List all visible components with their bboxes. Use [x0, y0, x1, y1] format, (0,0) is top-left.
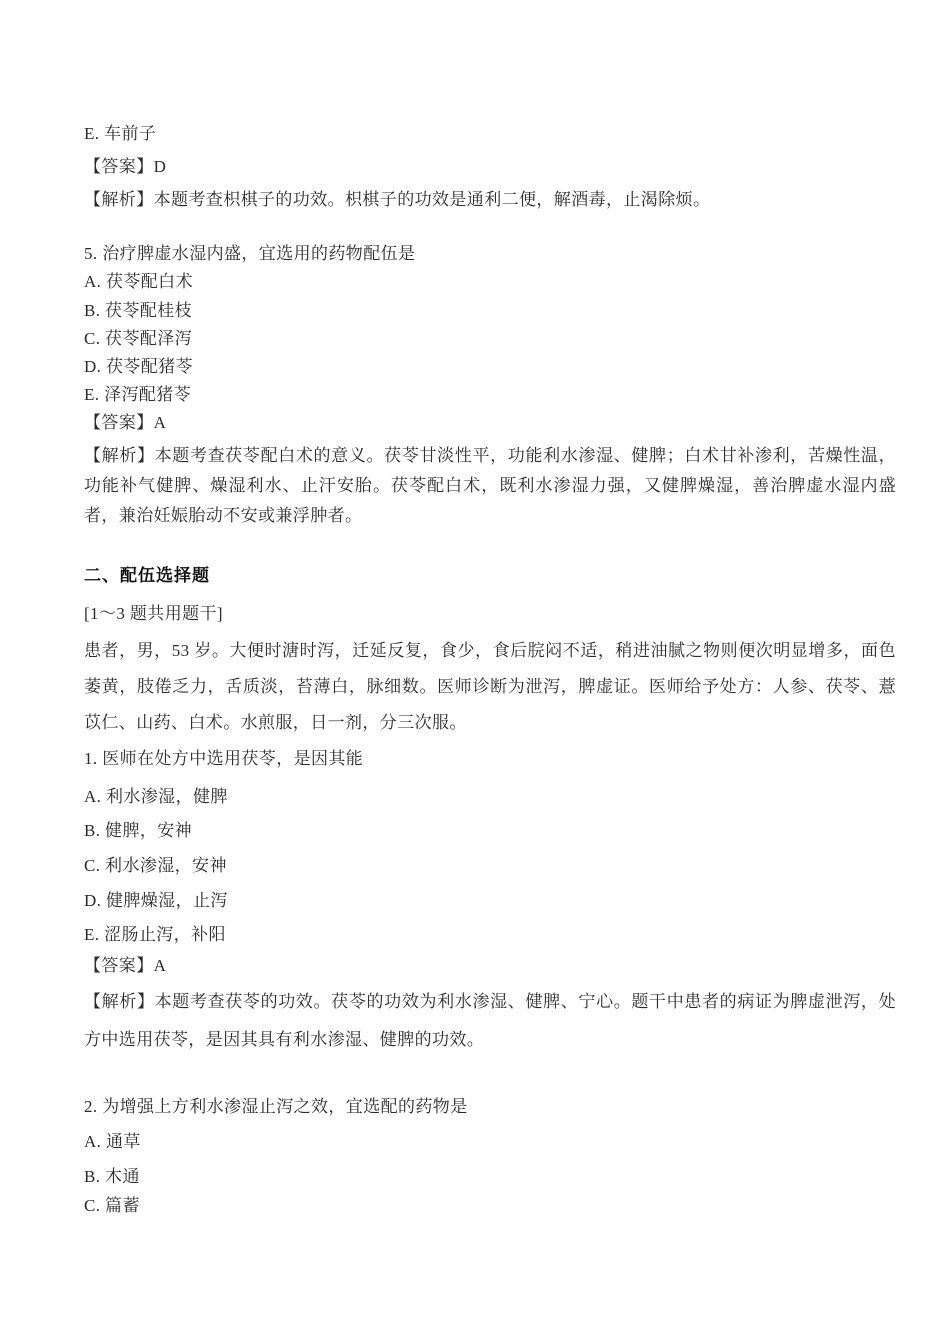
- s2-q2-option-a: A. 通草: [84, 1132, 141, 1151]
- s2-q2-stem: 2. 为增强上方利水渗湿止泻之效，宜选配的药物是: [84, 1097, 468, 1116]
- s2-q1-option-e: E. 涩肠止泻，补阳: [84, 925, 226, 944]
- q5-stem: 5. 治疗脾虚水湿内盛，宜选用的药物配伍是: [84, 244, 416, 263]
- q5-analysis: 【解析】本题考查茯苓配白术的意义。茯苓甘淡性平，功能利水渗湿、健脾；白术甘补渗利，苦燥性温，功能补气健脾、燥湿利水、止汗安胎。茯苓配白术，既利水渗湿力强，又健脾燥湿，善治脾虚水湿内盛者，兼治妊娠胎动不安或兼浮肿者。: [84, 446, 896, 525]
- q5-option-d: D. 茯苓配猪苓: [84, 357, 193, 376]
- s2-q1-stem: 1. 医师在处方中选用茯苓，是因其能: [84, 749, 364, 768]
- q5-option-c: C. 茯苓配泽泻: [84, 329, 193, 348]
- q5-option-e: E. 泽泻配猪苓: [84, 385, 192, 404]
- q4-answer: 【答案】D: [84, 157, 167, 176]
- q5-answer: 【答案】A: [84, 413, 167, 432]
- s2-q2-option-b: B. 木通: [84, 1167, 140, 1186]
- section2-heading: 二、配伍选择题: [84, 566, 210, 585]
- q5-option-b: B. 茯苓配桂枝: [84, 301, 193, 320]
- q5-option-a: A. 茯苓配白术: [84, 272, 193, 291]
- s2-q2-option-c: C. 篇蓄: [84, 1196, 140, 1215]
- s2-q1-option-b: B. 健脾，安神: [84, 821, 193, 840]
- shared-stem-label: [1～3 题共用题干]: [84, 604, 223, 623]
- s2-q1-answer: 【答案】A: [84, 956, 167, 975]
- s2-q1-option-a: A. 利水渗湿，健脾: [84, 787, 228, 806]
- case-text: 患者，男，53 岁。大便时溏时泻，迁延反复，食少，食后脘闷不适，稍进油腻之物则便次明显增多，面色萎黄，肢倦乏力，舌质淡，苔薄白，脉细数。医师诊断为泄泻，脾虚证。医师给予处方：人参、茯苓、薏苡仁、山药、白术。水煎服，日一剂，分三次服。: [84, 641, 896, 732]
- s2-q1-analysis: 【解析】本题考查茯苓的功效。茯苓的功效为利水渗湿、健脾、宁心。题干中患者的病证为脾虚泄泻，处方中选用茯苓，是因其具有利水渗湿、健脾的功效。: [84, 992, 896, 1049]
- s2-q1-option-d: D. 健脾燥湿，止泻: [84, 891, 228, 910]
- q4-analysis: 【解析】本题考查枳棋子的功效。枳棋子的功效是通利二便，解酒毒，止渴除烦。: [84, 190, 711, 209]
- q4-option-e: E. 车前子: [84, 124, 157, 143]
- s2-q1-option-c: C. 利水渗湿，安神: [84, 856, 227, 875]
